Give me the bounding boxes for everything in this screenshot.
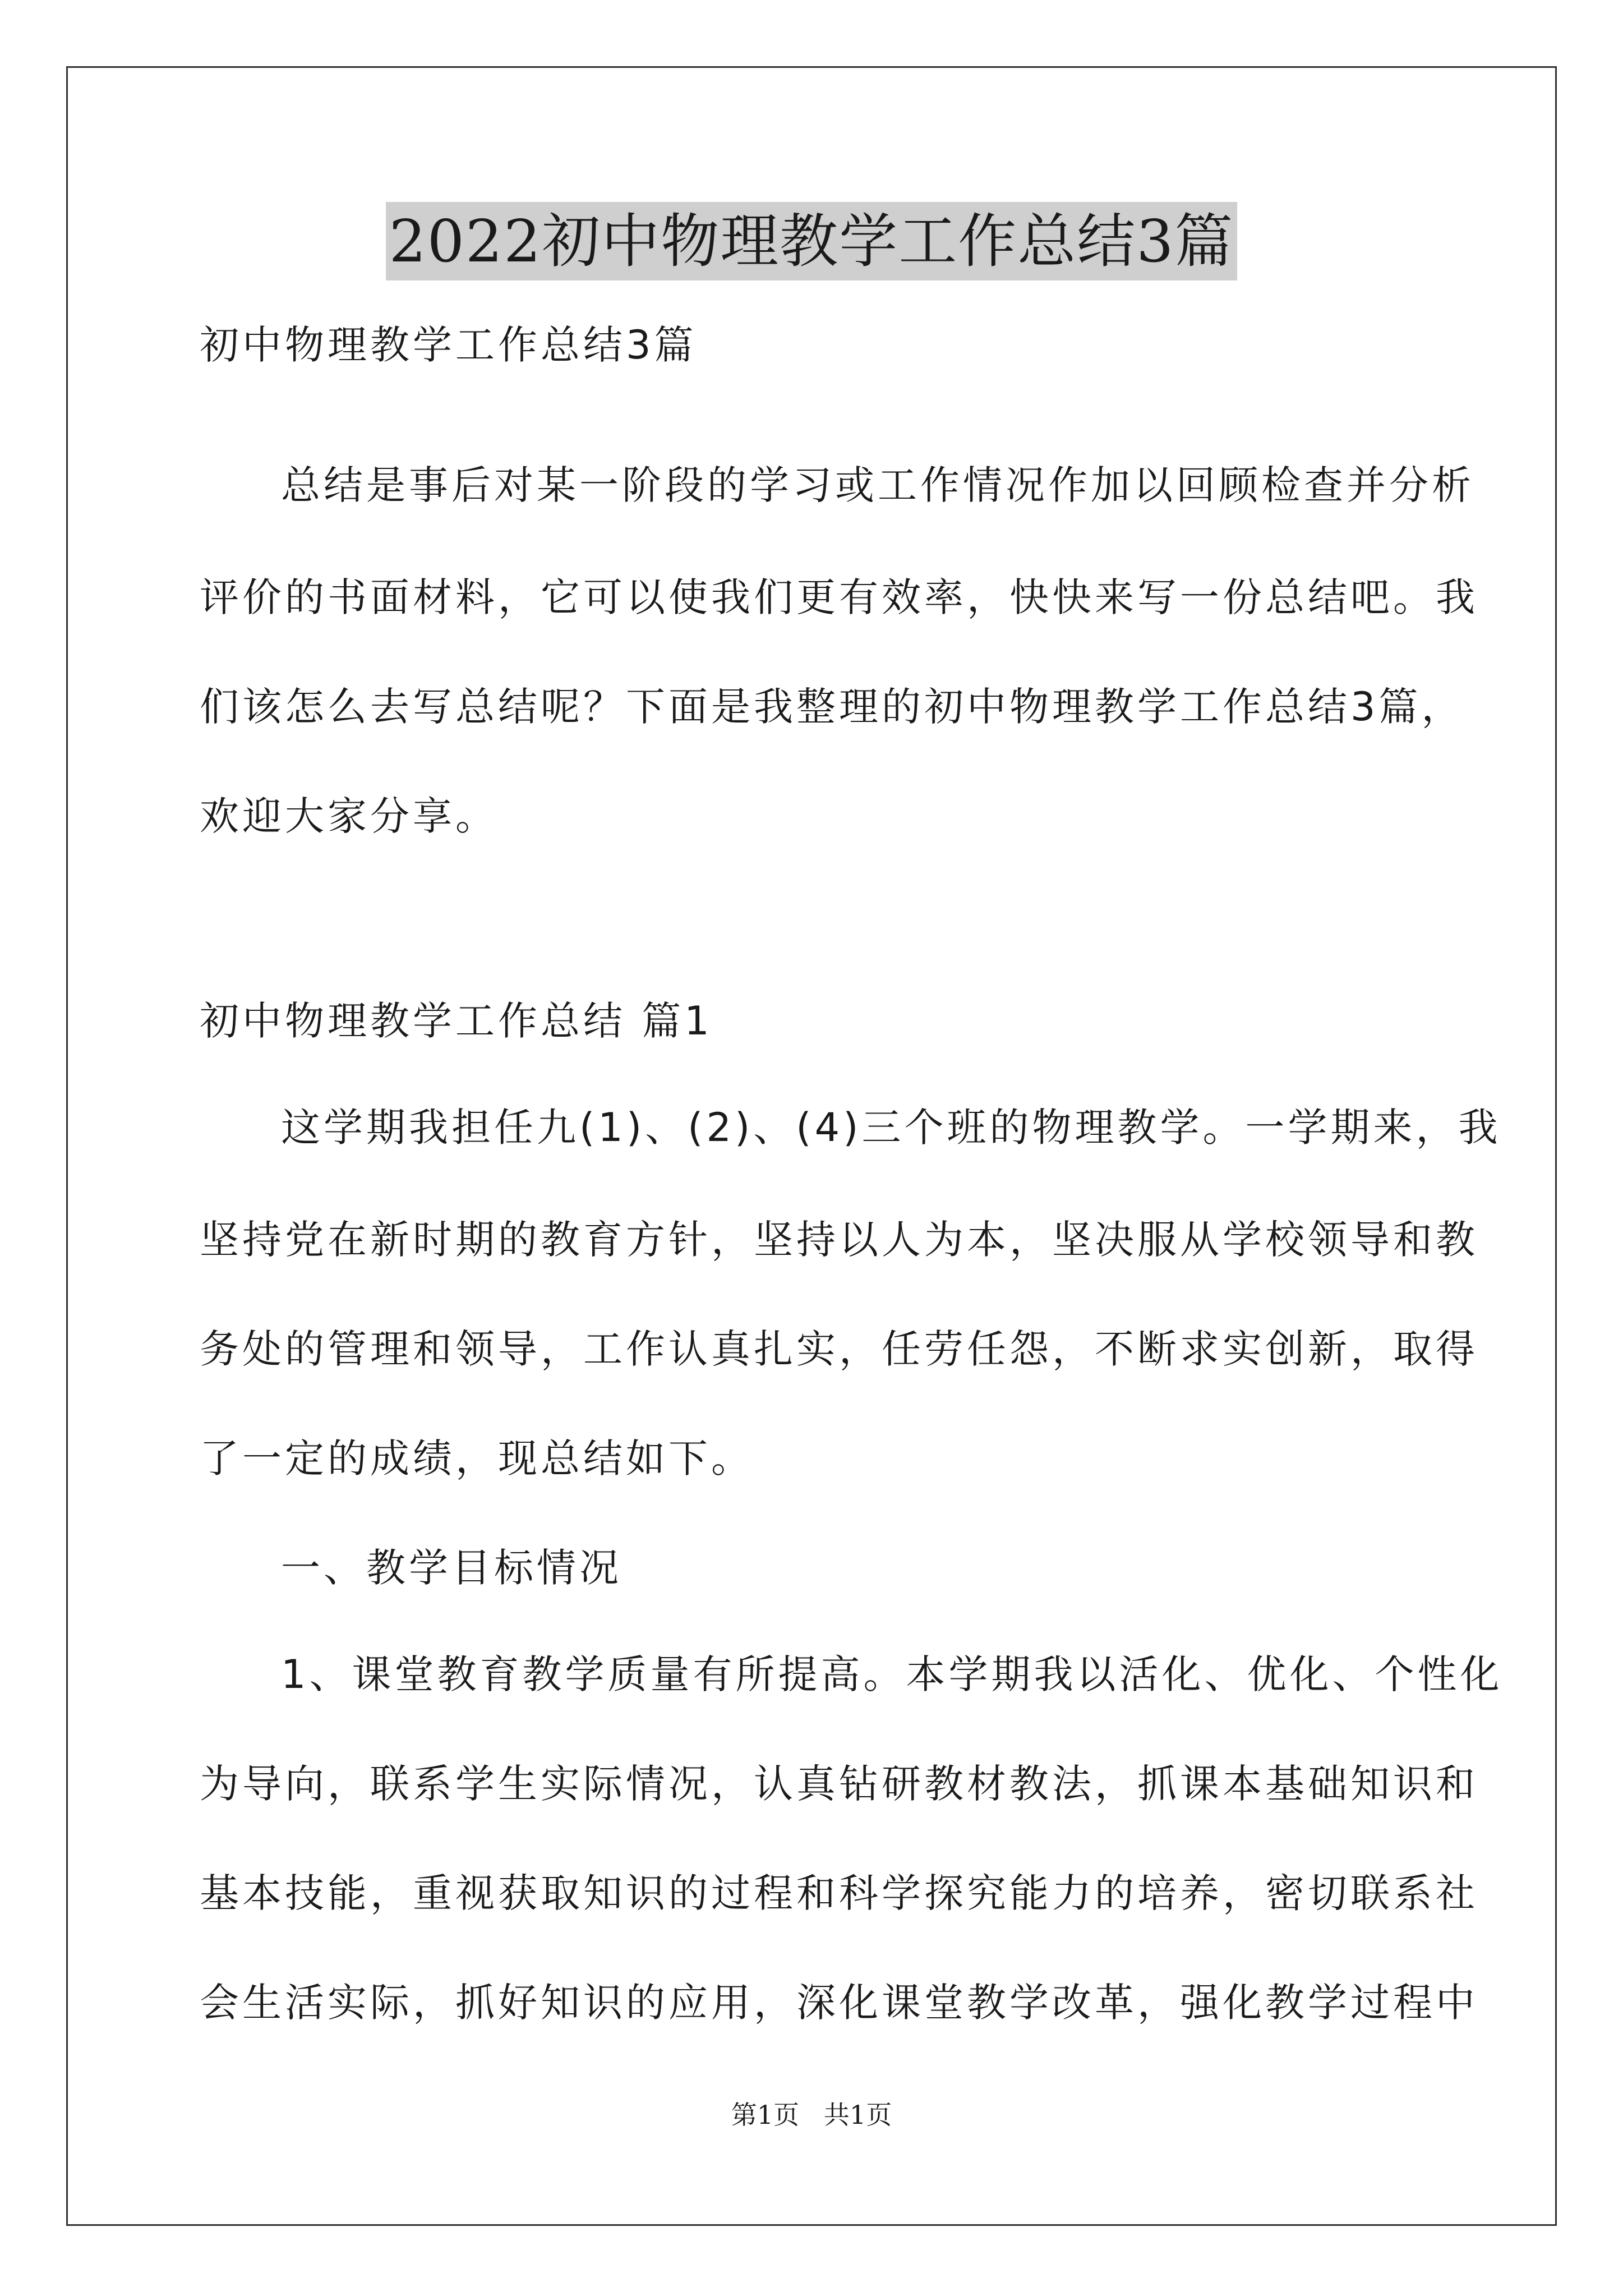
- paragraph-line: 1、课堂教育教学质量有所提高。本学期我以活化、优化、个性化: [281, 1651, 1503, 1697]
- intro-line: 总结是事后对某一阶段的学习或工作情况作加以回顾检查并分析: [281, 462, 1474, 508]
- paragraph-line: 务处的管理和领导，工作认真扎实，任劳任怨，不断求实创新，取得: [200, 1326, 1478, 1372]
- paragraph-line: 这学期我担任九(1)、(2)、(4)三个班的物理教学。一学期来，我: [281, 1105, 1501, 1151]
- title-container: [0, 202, 1623, 280]
- paragraph-line: 基本技能，重视获取知识的过程和科学探究能力的培养，密切联系社: [200, 1870, 1478, 1916]
- intro-line: 们该怎么去写总结呢？下面是我整理的初中物理教学工作总结3篇，: [200, 684, 1464, 730]
- paragraph-line: 坚持党在新时期的教育方针，坚持以人为本，坚决服从学校领导和教: [200, 1217, 1478, 1263]
- page-footer: 第1页 共1页: [731, 2100, 892, 2130]
- document-subtitle: 初中物理教学工作总结3篇: [200, 322, 697, 368]
- paragraph-line: 了一定的成绩，现总结如下。: [200, 1435, 754, 1481]
- section-heading: 初中物理教学工作总结 篇1: [200, 998, 713, 1044]
- intro-line: 欢迎大家分享。: [200, 793, 498, 839]
- intro-line: 评价的书面材料，它可以使我们更有效率，快快来写一份总结吧。我: [200, 574, 1478, 620]
- paragraph-line: 为导向，联系学生实际情况，认真钻研教材教法，抓课本基础知识和: [200, 1761, 1478, 1807]
- subheading: 一、教学目标情况: [281, 1545, 622, 1591]
- paragraph-line: 会生活实际，抓好知识的应用，深化课堂教学改革，强化教学过程中: [200, 1980, 1478, 2026]
- document-title: 2022初中物理教学工作总结3篇: [386, 202, 1238, 280]
